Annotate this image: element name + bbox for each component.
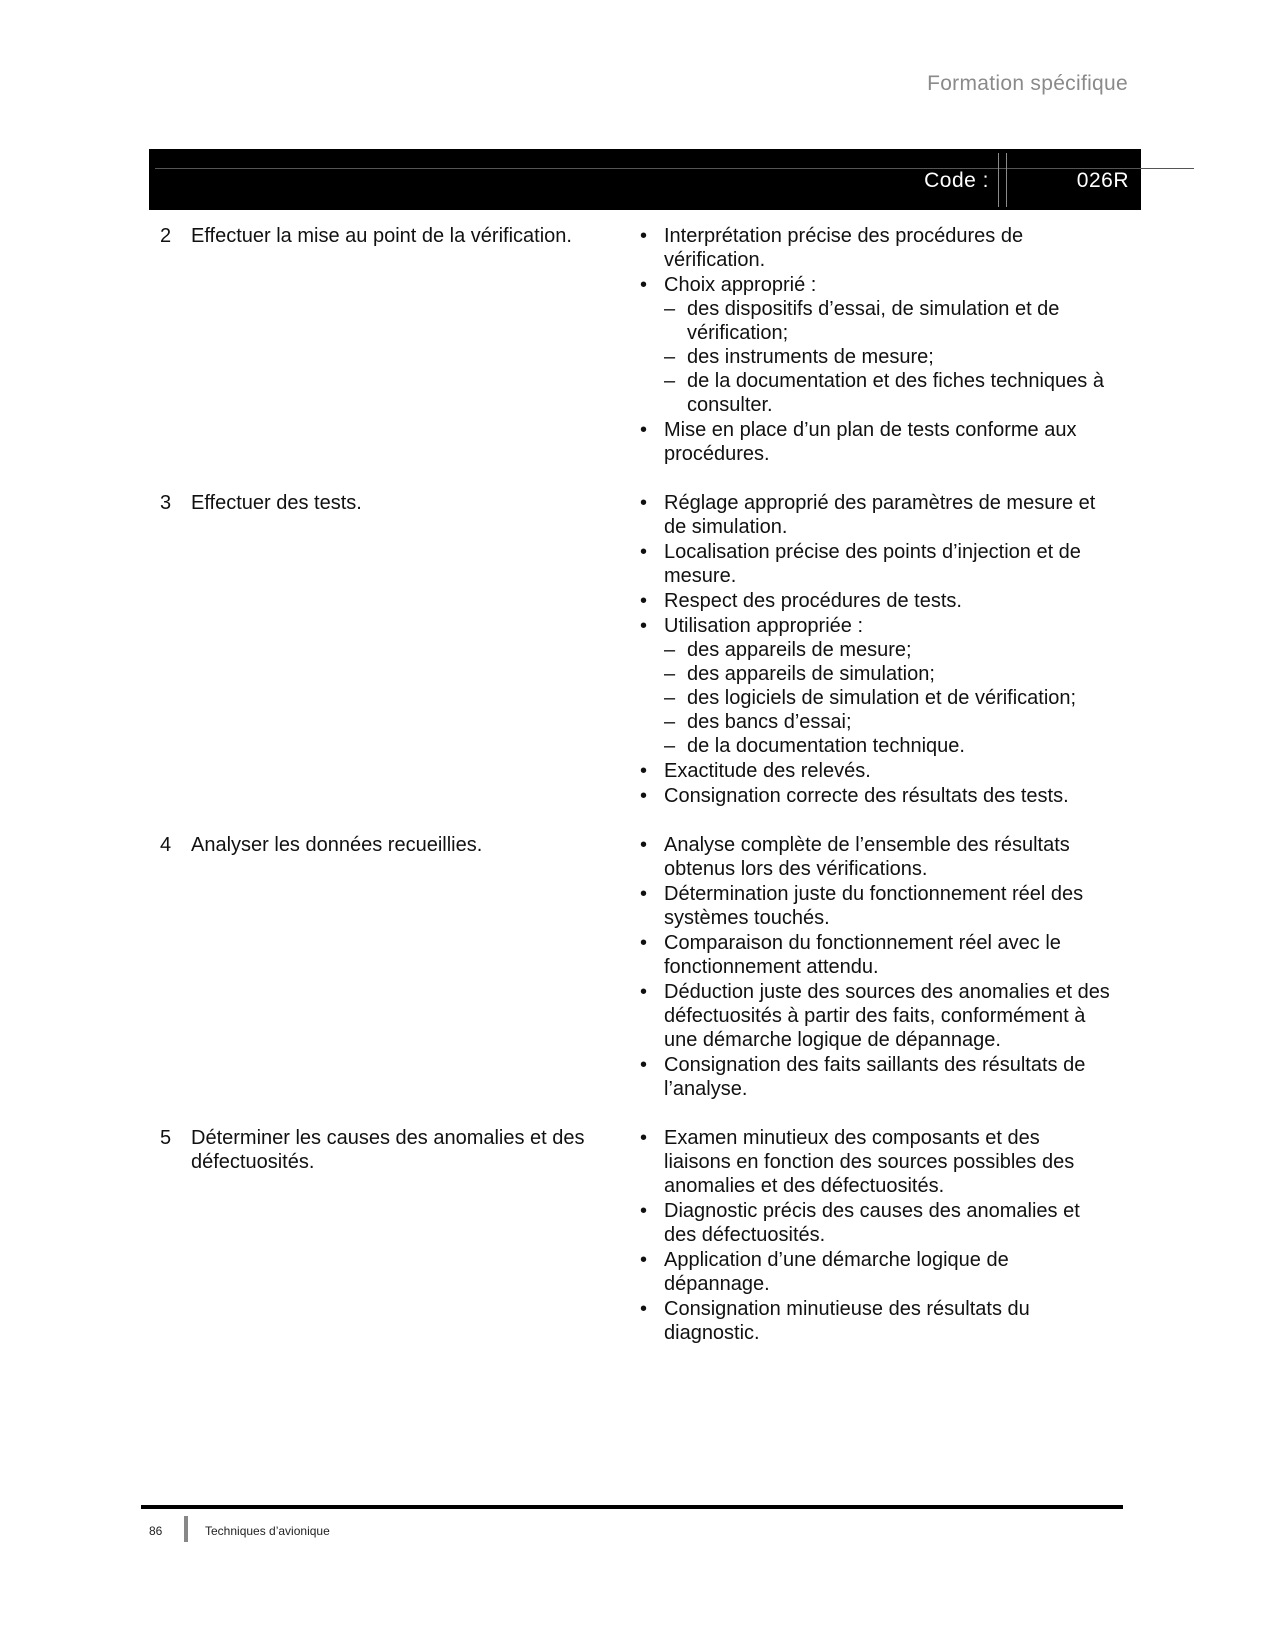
step-cell (160, 833, 640, 1102)
criterion-text: Respect des procédures de tests. (664, 590, 962, 612)
sub-criterion-item: – de la documentation technique. (664, 734, 1110, 758)
running-head: Formation spécifique (927, 72, 1128, 95)
criterion-text: Comparaison du fonctionnement réel avec le fonctionnement attendu. (664, 932, 1061, 978)
page-number: 86 (149, 1524, 163, 1538)
sub-criterion-item: – des dispositifs d’essai, de simulation et de vérification; (664, 297, 1110, 345)
code-value: 026R (1076, 169, 1129, 192)
criterion-text: Application d’une démarche logique de dépannage. (664, 1249, 1009, 1295)
criterion-text: Examen minutieux des composants et des liaisons en fonction des sources possibles des anomalies et des défectuosités. (664, 1127, 1075, 1197)
step-title: Analyser les données recueillies. (191, 834, 483, 856)
criterion-text: Consignation des faits saillants des résultats de l’analyse. (664, 1054, 1086, 1100)
header-divider (1006, 153, 1007, 207)
step-number: 3 (160, 492, 172, 514)
criteria-cell (640, 833, 1110, 1102)
criterion-item (640, 589, 1110, 613)
criterion-item (640, 491, 1110, 539)
sub-criterion-item: – des logiciels de simulation et de vérification; (664, 686, 1110, 710)
sub-criteria-list (664, 638, 1110, 758)
sub-criterion-item: – de la documentation et des fiches techniques à consulter. (664, 369, 1110, 417)
criterion-text: Choix approprié : (664, 274, 817, 296)
step-cell (160, 491, 640, 809)
criterion-item (640, 1053, 1110, 1101)
criterion-text: Localisation précise des points d’injection et de mesure. (664, 541, 1081, 587)
criterion-text: Réglage approprié des paramètres de mesure et de simulation. (664, 492, 1096, 538)
criterion-text: Analyse complète de l’ensemble des résultats obtenus lors des vérifications. (664, 834, 1070, 880)
footer-doc-title: Techniques d’avionique (205, 1524, 330, 1538)
criterion-text: Diagnostic précis des causes des anomalies et des défectuosités. (664, 1200, 1080, 1246)
step-row (160, 491, 1140, 809)
criterion-item (640, 540, 1110, 588)
criterion-text: Exactitude des relevés. (664, 760, 871, 782)
step-cell (160, 224, 640, 467)
sub-criterion-item: – des bancs d’essai; (664, 710, 1110, 734)
criteria-list (640, 224, 1110, 466)
criteria-list (640, 833, 1110, 1101)
criterion-item (640, 833, 1110, 881)
sub-criterion-item: – des appareils de simulation; (664, 662, 1110, 686)
step-title: Effectuer des tests. (191, 492, 362, 514)
step-title: Effectuer la mise au point de la vérification. (191, 225, 572, 247)
step-title: Déterminer les causes des anomalies et des défectuosités. (191, 1127, 585, 1173)
criteria-list (640, 491, 1110, 808)
criterion-text: Consignation minutieuse des résultats du diagnostic. (664, 1298, 1030, 1344)
criterion-item (640, 882, 1110, 930)
sub-criterion-item: – des instruments de mesure; (664, 345, 1110, 369)
criteria-list (640, 1126, 1110, 1345)
sub-criterion-item: – des appareils de mesure; (664, 638, 1110, 662)
criterion-text: Détermination juste du fonctionnement réel des systèmes touchés. (664, 883, 1084, 929)
step-number: 5 (160, 1127, 172, 1149)
criterion-item (640, 784, 1110, 808)
sub-criteria-list (664, 297, 1110, 417)
criterion-item (640, 273, 1110, 417)
criterion-item (640, 1297, 1110, 1345)
step-number: 2 (160, 225, 172, 247)
footer-separator (184, 1516, 188, 1542)
header-divider (998, 153, 999, 207)
criterion-item (640, 759, 1110, 783)
header-hairline (155, 168, 1194, 169)
step-row (160, 833, 1140, 1102)
criteria-table (160, 224, 1140, 1370)
criterion-text: Consignation correcte des résultats des tests. (664, 785, 1069, 807)
criterion-item (640, 614, 1110, 758)
criterion-item (640, 224, 1110, 272)
criterion-text: Déduction juste des sources des anomalies et des défectuosités à partir des faits, conformément à une démarche logique de dépannage. (664, 981, 1110, 1051)
code-header-bar (149, 149, 1141, 210)
criterion-item (640, 1248, 1110, 1296)
criteria-cell (640, 224, 1110, 467)
footer-rule (141, 1505, 1123, 1509)
criterion-text: Utilisation appropriée : (664, 615, 863, 637)
criteria-cell (640, 1126, 1110, 1346)
step-row (160, 1126, 1140, 1346)
criterion-item (640, 1126, 1110, 1198)
step-number: 4 (160, 834, 172, 856)
criterion-item (640, 931, 1110, 979)
step-cell (160, 1126, 640, 1346)
criterion-item (640, 418, 1110, 466)
criterion-text: Interprétation précise des procédures de vérification. (664, 225, 1024, 271)
step-row (160, 224, 1140, 467)
code-label: Code : (924, 169, 989, 192)
criterion-text: Mise en place d’un plan de tests conforme aux procédures. (664, 419, 1077, 465)
criterion-item (640, 980, 1110, 1052)
criteria-cell (640, 491, 1110, 809)
criterion-item (640, 1199, 1110, 1247)
